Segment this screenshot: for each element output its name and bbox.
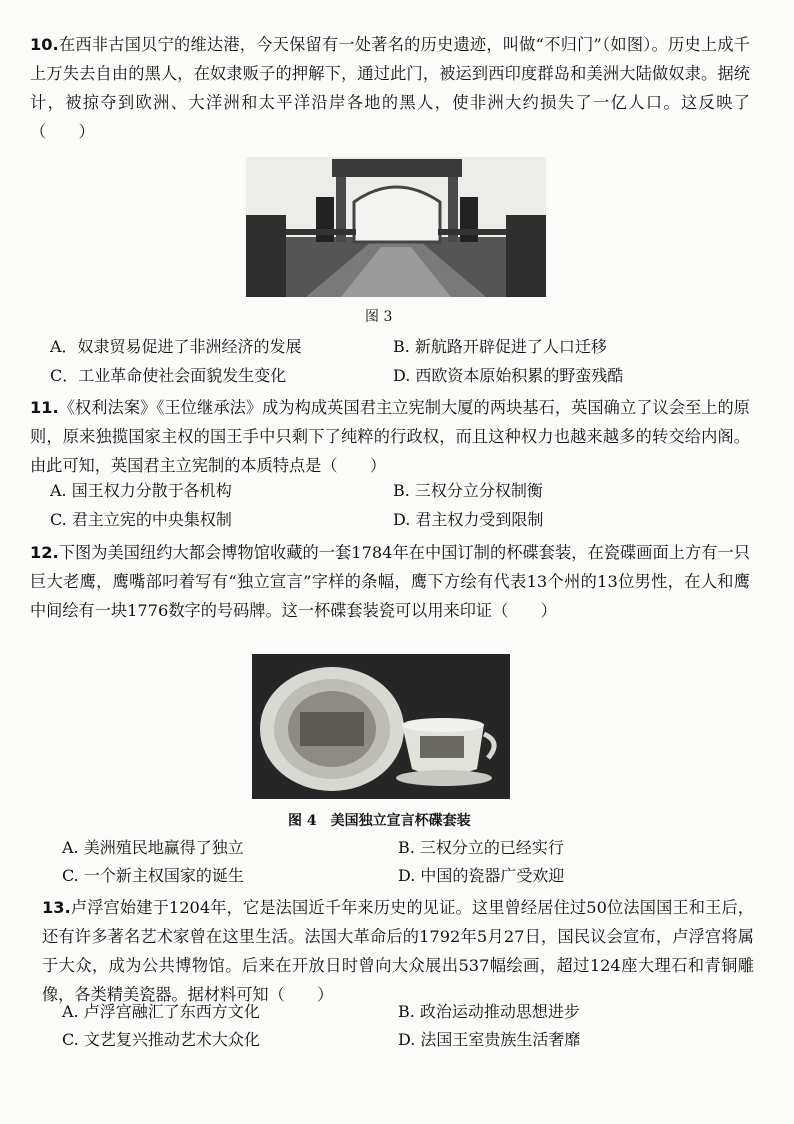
question-text: 在西非古国贝宁的维达港，今天保留有一处著名的历史遗迹，叫做“不归门”（如图）。历史上成千上万失去自由的黑人，在奴隶贩子的押解下，通过此门，被运到西印度群岛和美洲大陆做奴隶。据统计，被掠夺到欧洲、大洋洲和太平洋沿岸各地的黑人，使非洲大约损失了一亿人口。这反映了（ ） <box>30 35 750 141</box>
figure-4-teacup-saucer-photo <box>252 654 510 799</box>
question-number: 11. <box>30 398 59 417</box>
question-11-stem <box>30 393 750 480</box>
question-text: 卢浮宫始建于1204年，它是法国近千年来历史的见证。这里曾经居住过50位法国国王和王后，还有许多著名艺术家曾在这里生活。法国大革命后的1792年5月27日，国民议会宣布，卢浮宫将属于大众，成为公共博物馆。后来在开放日时曾向大众展出537幅绘画，超过124座大理石和青铜雕像，各类精美瓷器。据材料可知（ ） <box>42 898 754 1004</box>
option-11-b: B. 三权分立分权制衡 <box>393 481 543 500</box>
option-12-b: B. 三权分立的已经实行 <box>398 838 564 857</box>
question-text: 《权利法案》《王位继承法》成为构成英国君主立宪制大厦的两块基石，英国确立了议会至上的原则，原来独揽国家主权的国王手中只剩下了纯粹的行政权，而且这种权力也越来越多的转交给内阁。由此可知，英国君主立宪制的本质特点是（ ） <box>30 398 750 475</box>
option-10-a: A．奴隶贸易促进了非洲经济的发展 <box>50 337 302 356</box>
option-10-c: C．工业革命使社会面貌发生变化 <box>50 366 287 385</box>
cup-saucer-illustration <box>252 654 510 799</box>
option-11-d: D. 君主权力受到限制 <box>393 510 544 529</box>
option-11-c: C. 君主立宪的中央集权制 <box>50 510 232 529</box>
option-11-a: A. 国王权力分散于各机构 <box>50 481 232 500</box>
option-13-c: C. 文艺复兴推动艺术大众化 <box>62 1030 260 1049</box>
question-10-stem <box>30 30 750 146</box>
question-text: 下图为美国纽约大都会博物馆收藏的一套1784年在中国订制的杯碟套装，在瓷碟画面上方有一只巨大老鹰，鹰嘴部叼着写有“独立宣言”字样的条幅，鹰下方绘有代表13个州的13位男性，在人和鹰中间绘有一块1776数字的号码牌。这一杯碟套装瓷可以用来印证（ ） <box>30 543 750 620</box>
option-12-d: D. 中国的瓷器广受欢迎 <box>398 866 565 885</box>
gate-illustration <box>246 157 546 297</box>
question-number: 10. <box>30 35 59 54</box>
option-12-c: C. 一个新主权国家的诞生 <box>62 866 244 885</box>
option-12-a: A. 美洲殖民地赢得了独立 <box>62 838 244 857</box>
question-12-stem <box>30 538 750 625</box>
figure-3-gate-of-no-return-photo <box>246 157 546 297</box>
question-13-stem <box>42 893 754 1009</box>
question-number: 12. <box>30 543 59 562</box>
option-13-d: D. 法国王室贵族生活奢靡 <box>398 1030 581 1049</box>
figure-4-caption: 图 4 美国独立宣言杯碟套装 <box>288 813 471 829</box>
option-10-d: D. 西欧资本原始积累的野蛮残酷 <box>393 366 624 385</box>
option-13-b: B. 政治运动推动思想进步 <box>398 1002 580 1021</box>
option-10-b: B. 新航路开辟促进了人口迁移 <box>393 337 607 356</box>
figure-3-caption: 图 3 <box>365 309 393 325</box>
option-13-a: A. 卢浮宫融汇了东西方文化 <box>62 1002 260 1021</box>
question-number: 13. <box>42 898 71 917</box>
